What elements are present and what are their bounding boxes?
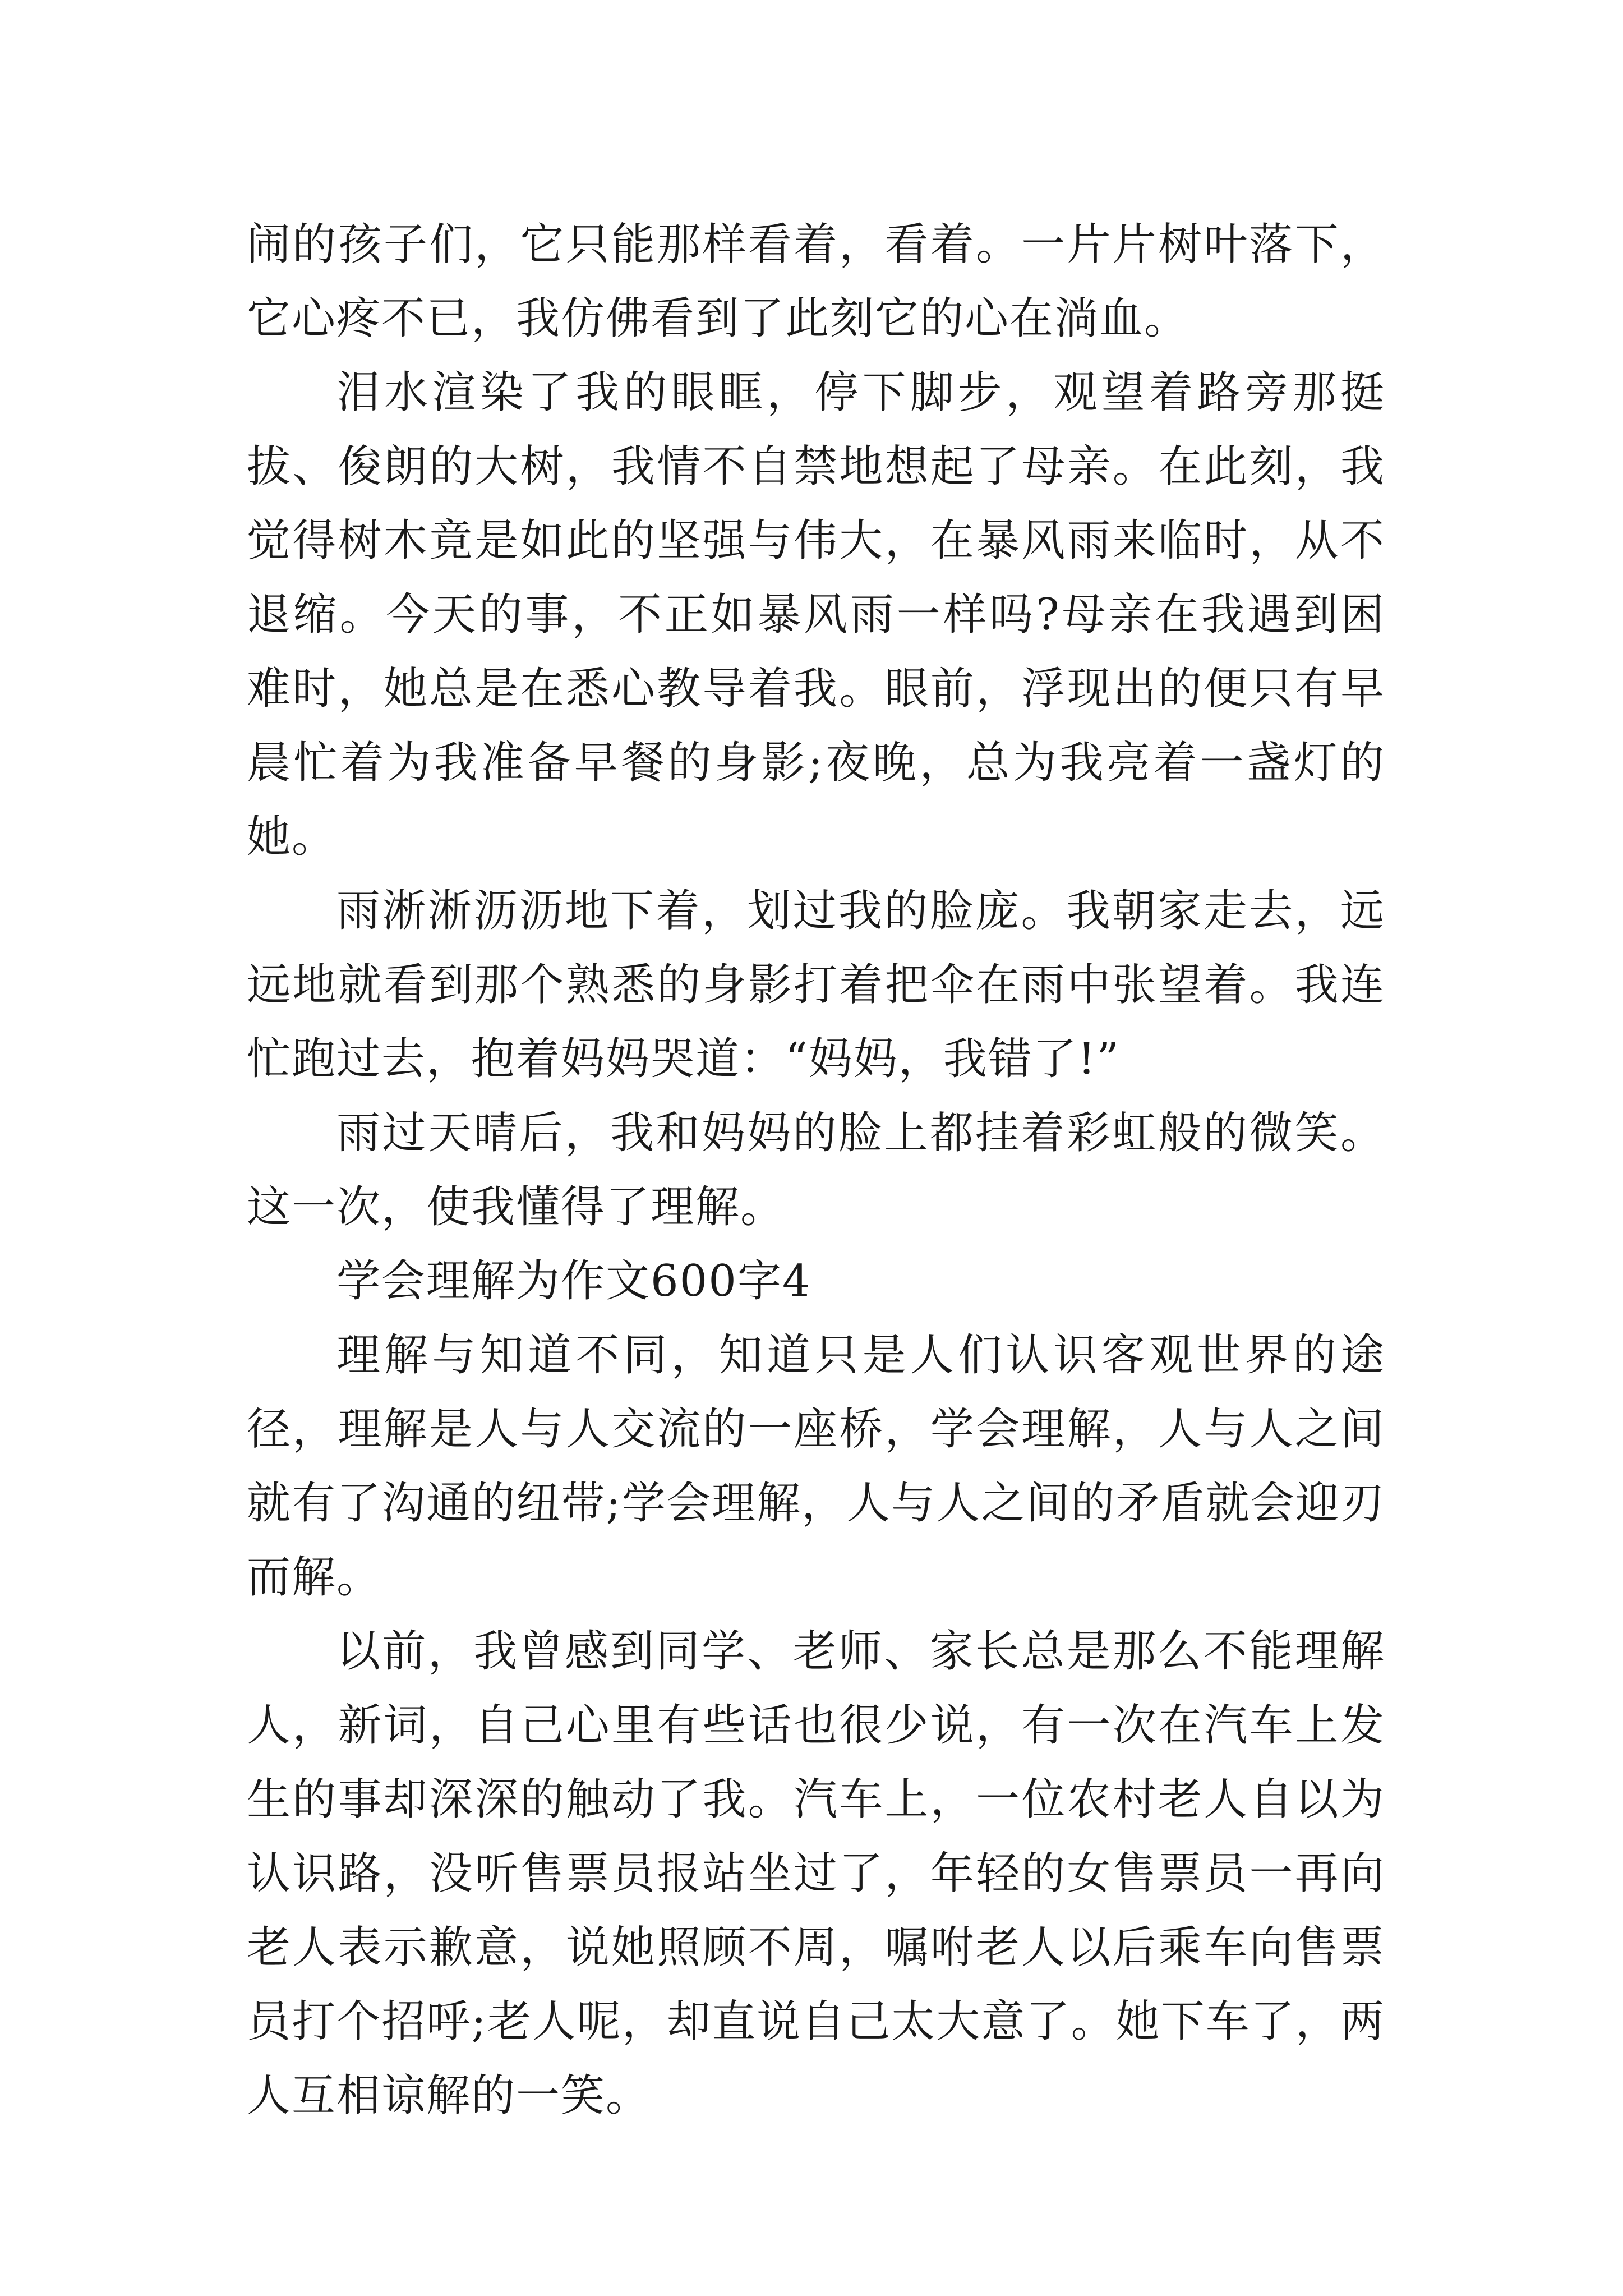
paragraph-continuation: 闹的孩子们，它只能那样看着，看着。一片片树叶落下，它心疼不已，我仿佛看到了此刻它的心在淌血。 [247, 219, 1385, 344]
paragraph-rainbow: 雨过天晴后，我和妈妈的脸上都挂着彩虹般的微笑。这一次，使我懂得了理解。 [247, 1108, 1385, 1232]
paragraph-bus-story: 以前，我曾感到同学、老师、家长总是那么不能理解人，新词，自己心里有些话也很少说，有一次在汽车上发生的事却深深的触动了我。汽车上，一位农村老人自以为认识路，没听售票员报站坐过了，年轻的女售票员一再向老人表示歉意，说她照顾不周，嘱咐老人以后乘车向售票员打个招呼;老人呢，却直说自己太大意了。她下车了，两人互相谅解的一笑。 [247, 1626, 1385, 2121]
essay-heading: 学会理解为作文600字4 [336, 1256, 811, 1306]
paragraph-tears: 泪水渲染了我的眼眶，停下脚步，观望着路旁那挺拔、俊朗的大树，我情不自禁地想起了母亲。在此刻，我觉得树木竟是如此的坚强与伟大，在暴风雨来临时，从不退缩。今天的事，不正如暴风雨一样吗?母亲在我遇到困难时，她总是在悉心教导着我。眼前，浮现出的便只有早晨忙着为我准备早餐的身影;夜晚，总为我亮着一盏灯的她。 [247, 367, 1385, 862]
paragraph-understanding: 理解与知道不同，知道只是人们认识客观世界的途径，理解是人与人交流的一座桥，学会理解，人与人之间就有了沟通的纽带;学会理解，人与人之间的矛盾就会迎刃而解。 [247, 1330, 1385, 1603]
document-body [247, 208, 1385, 2133]
paragraph-rain: 雨淅淅沥沥地下着，划过我的脸庞。我朝家走去，远远地就看到那个熟悉的身影打着把伞在雨中张望着。我连忙跑过去，抱着妈妈哭道：“妈妈，我错了!” [247, 886, 1385, 1084]
